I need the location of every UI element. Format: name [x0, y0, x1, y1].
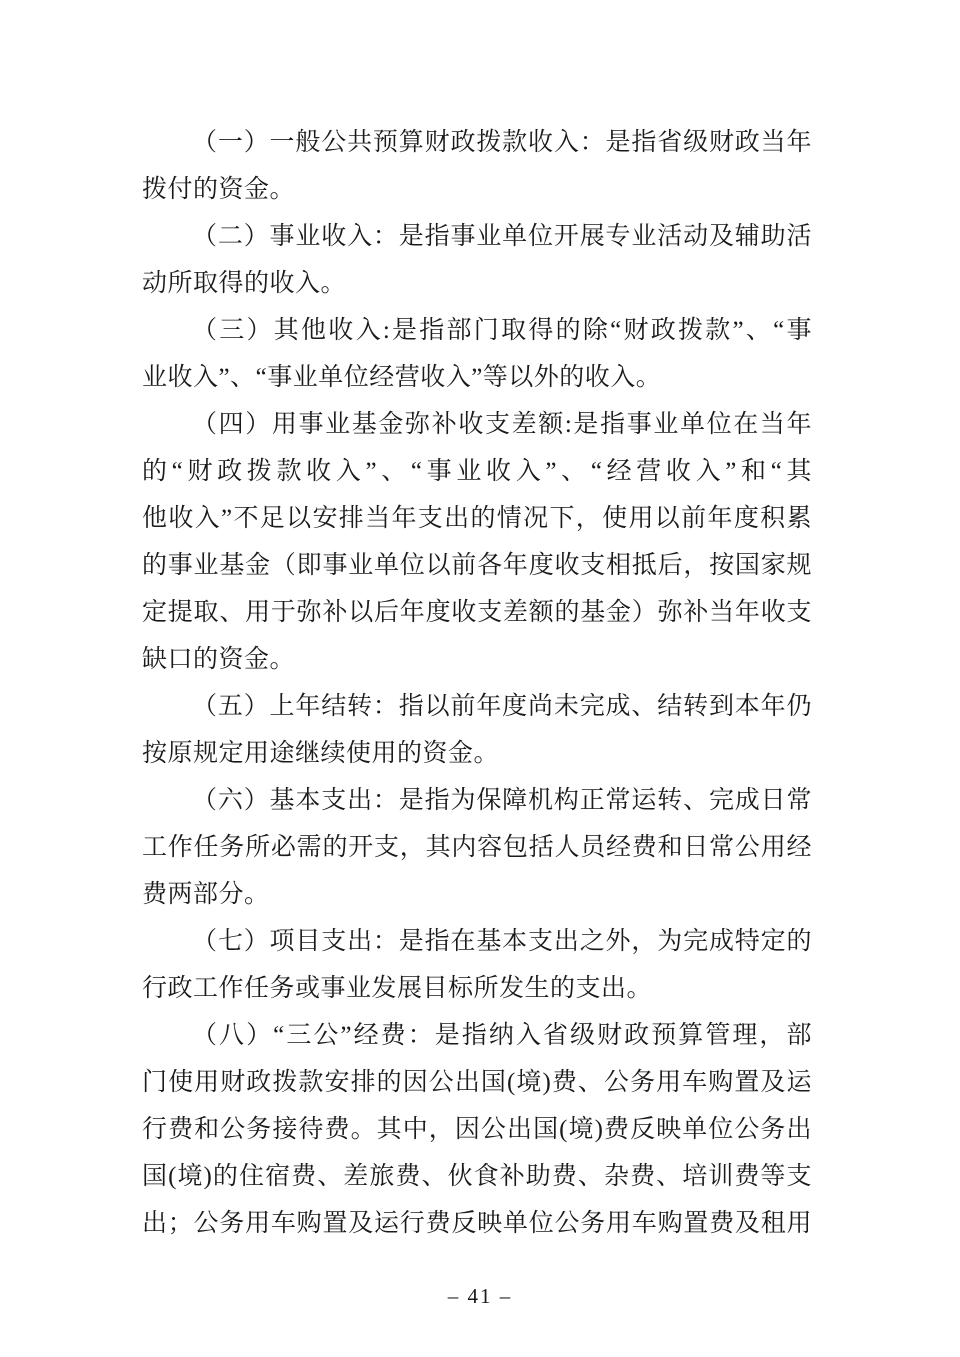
- paragraph: [142, 918, 812, 1012]
- text-line: 国(境)的住宿费、差旅费、伙食补助费、杂费、培训费等支: [142, 1163, 812, 1190]
- page-footer: [0, 1283, 960, 1309]
- paragraph: [142, 307, 812, 401]
- text-line: 业收入”、“事业单位经营收入”等以外的收入。: [142, 364, 662, 391]
- text-line: 行费和公务接待费。其中，因公出国(境)费反映单位公务出: [142, 1116, 812, 1143]
- text-line: 定提取、用于弥补以后年度收支差额的基金）弥补当年收支: [142, 599, 812, 626]
- paragraph: [142, 1012, 812, 1247]
- text-line: 工作任务所必需的开支，其内容包括人员经费和日常公用经: [142, 834, 812, 861]
- text-line: （八）“三公”经费：是指纳入省级财政预算管理，部: [192, 1022, 812, 1049]
- paragraph: [142, 683, 812, 777]
- text-line: 费两部分。: [142, 881, 270, 908]
- text-line: （七）项目支出：是指在基本支出之外，为完成特定的: [192, 928, 812, 955]
- text-line: 按原规定用途继续使用的资金。: [142, 740, 500, 767]
- text-line: （一）一般公共预算财政拨款收入：是指省级财政当年: [192, 129, 812, 156]
- text-line: 拨付的资金。: [142, 176, 296, 203]
- text-line: （四）用事业基金弥补收支差额:是指事业单位在当年: [192, 411, 812, 438]
- text-line: （三）其他收入:是指部门取得的除“财政拨款”、“事: [192, 317, 812, 344]
- text-line: 出；公务用车购置及运行费反映单位公务用车购置费及租用: [142, 1210, 812, 1237]
- text-line: 行政工作任务或事业发展目标所发生的支出。: [142, 975, 653, 1002]
- paragraph: [142, 401, 812, 683]
- text-line: （五）上年结转：指以前年度尚未完成、结转到本年仍: [192, 693, 812, 720]
- page-number: – 41 –: [447, 1284, 513, 1308]
- text-line: 缺口的资金。: [142, 646, 296, 673]
- text-line: 的“财政拨款收入”、“事业收入”、“经营收入”和“其: [142, 458, 812, 485]
- text-line: 动所取得的收入。: [142, 270, 347, 297]
- text-line: 的事业基金（即事业单位以前各年度收支相抵后，按国家规: [142, 552, 812, 579]
- text-line: （六）基本支出：是指为保障机构正常运转、完成日常: [192, 787, 812, 814]
- text-line: 他收入”不足以安排当年支出的情况下，使用以前年度积累: [142, 505, 812, 532]
- paragraph: [142, 777, 812, 918]
- text-line: 门使用财政拨款安排的因公出国(境)费、公务用车购置及运: [142, 1069, 812, 1096]
- text-line: （二）事业收入：是指事业单位开展专业活动及辅助活: [192, 223, 812, 250]
- paragraph: [142, 119, 812, 213]
- body-text: [142, 119, 812, 1247]
- paragraph: [142, 213, 812, 307]
